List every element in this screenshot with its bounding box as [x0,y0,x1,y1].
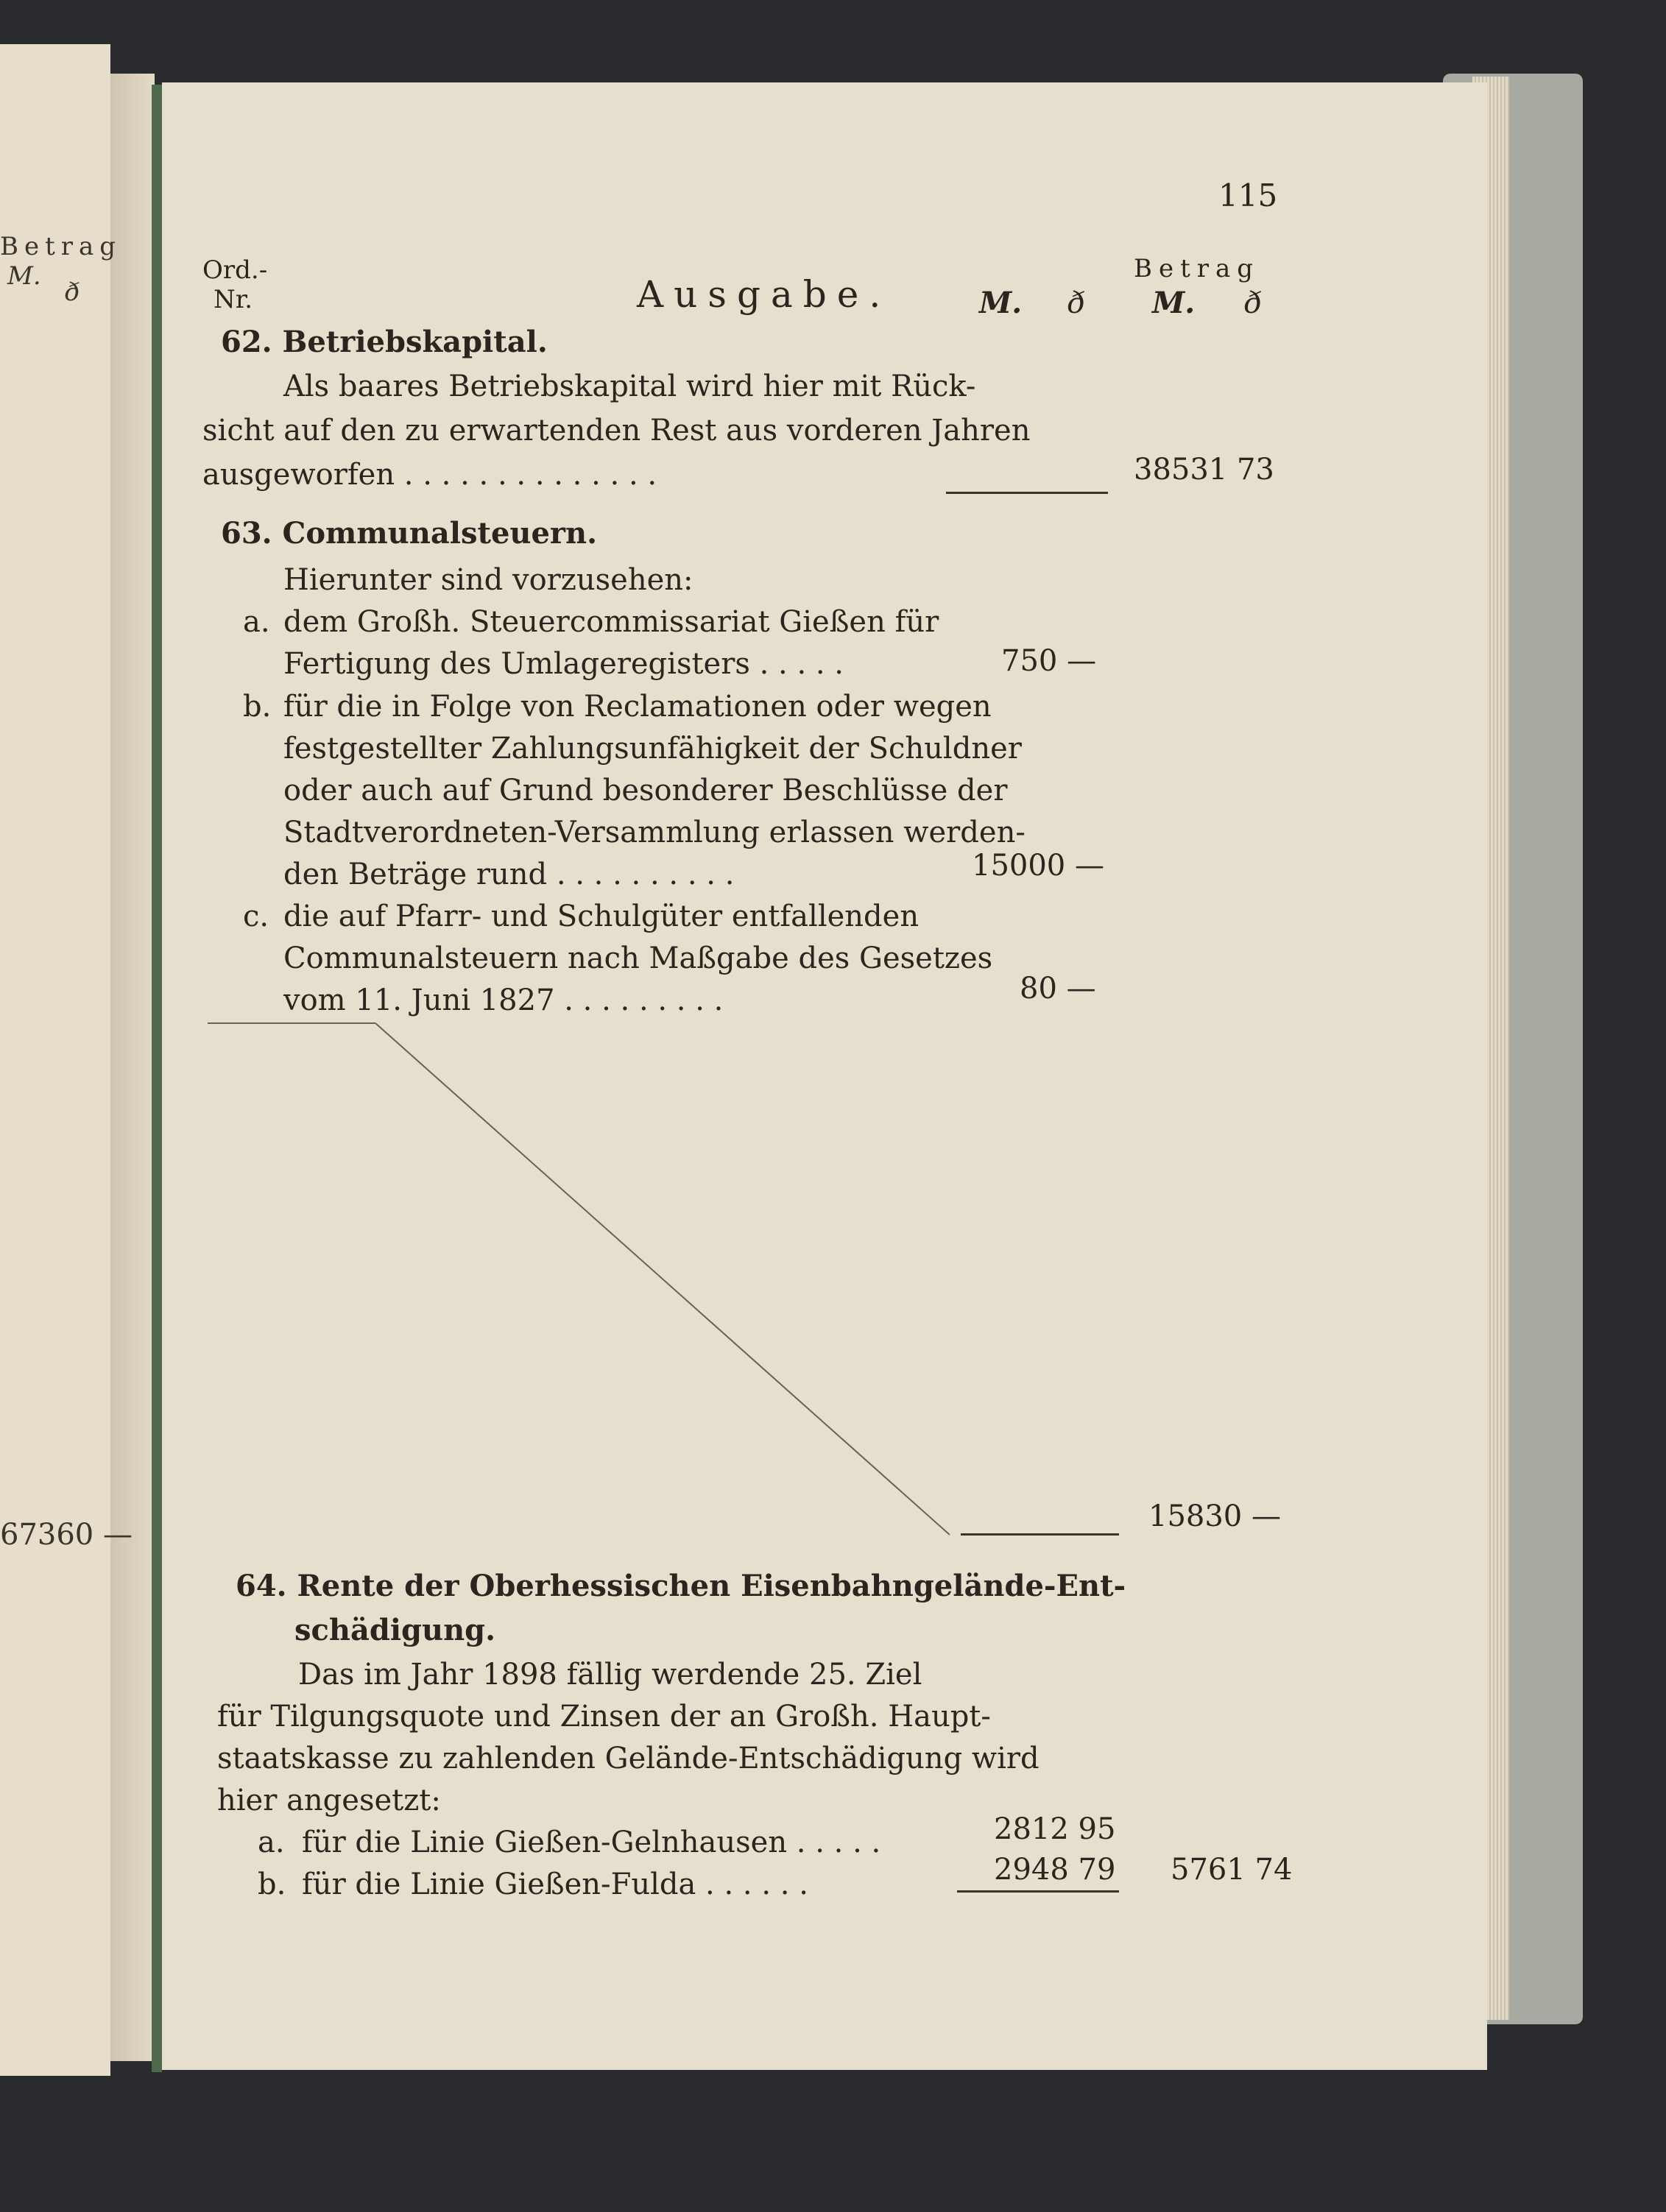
section-63-total: 15830 — [1148,1499,1281,1533]
item-64a-amount: 2812 95 [994,1812,1116,1846]
section-63-heading: 63. Communalsteuern. [221,516,598,551]
section-64-heading-2: schädigung. [294,1613,496,1647]
item-64b-amount: 2948 79 [994,1853,1116,1887]
section-64-total: 5761 74 [1171,1853,1293,1887]
section-64-line-1: Das im Jahr 1898 fällig werdende 25. Ziel [298,1658,922,1692]
item-a-line-2: Fertigung des Umlageregisters . . . . . [283,647,844,681]
section-62-heading: 62. Betriebskapital. [221,325,548,359]
item-b-line-4: Stadtverordneten-Versammlung erlassen werden- [283,816,1026,849]
section-63-rule [961,1533,1119,1536]
item-c-line-2: Communalsteuern nach Maßgabe des Gesetzes [283,941,993,975]
item-c-line-3: vom 11. Juni 1827 . . . . . . . . . [283,983,724,1017]
item-b-line-5: den Beträge rund . . . . . . . . . . [283,858,735,891]
item-b-amount: 15000 — [972,849,1104,883]
page-title: Ausgabe. [637,273,892,316]
item-a-label: a. [243,605,270,639]
section-62-line-3: ausgeworfen . . . . . . . . . . . . . . [202,458,657,492]
item-b-line-2: festgestellter Zahlungsunfähigkeit der Schuldner [283,732,1022,766]
page-number: 115 [1218,177,1278,213]
item-b-label: b. [243,690,272,724]
pfennig-total-column-label: ð [1244,286,1263,320]
section-64-heading-1: 64. Rente der Oberhessischen Eisenbahngelände-Ent- [236,1569,1126,1603]
mark-total-column-label: M. [1152,286,1196,320]
item-c-line-1: die auf Pfarr- und Schulgüter entfallenden [283,900,920,933]
pfennig-column-label: ð [1067,286,1086,320]
item-64a-label: a. [258,1826,285,1859]
section-64-rule [957,1890,1119,1893]
ord-nr-label-2: Nr. [213,285,253,314]
item-64b-line: für die Linie Gießen-Fulda . . . . . . [302,1868,808,1901]
left-pf-label: ð [65,278,80,307]
item-c-amount: 80 — [1020,972,1096,1006]
item-c-label: c. [243,900,269,933]
item-64a-line: für die Linie Gießen-Gelnhausen . . . . . [302,1826,881,1859]
item-a-line-1: dem Großh. Steuercommissariat Gießen für [283,605,939,639]
mark-column-label: M. [979,286,1023,320]
item-64b-label: b. [258,1868,286,1901]
left-amount: 67360 — [0,1518,133,1552]
section-62-line-2: sicht auf den zu erwartenden Rest aus vorderen Jahren [202,414,1031,448]
section-62-total: 38531 73 [1134,453,1274,487]
section-64-line-4: hier angesetzt: [217,1784,441,1817]
left-mark-label: M. [7,261,41,291]
ord-nr-label-1: Ord.- [202,255,268,285]
left-betrag-label: Betrag [0,232,122,261]
section-64-line-3: staatskasse zu zahlenden Gelände-Entschädigung wird [217,1742,1040,1775]
item-b-line-1: für die in Folge von Reclamationen oder wegen [283,690,992,724]
item-a-amount: 750 — [1001,644,1097,678]
section-63-intro: Hierunter sind vorzusehen: [283,563,693,597]
section-64-line-2: für Tilgungsquote und Zinsen der an Großh. Haupt- [217,1700,991,1734]
item-b-line-3: oder auch auf Grund besonderer Beschlüsse der [283,774,1008,808]
section-62-line-1: Als baares Betriebskapital wird hier mit Rück- [283,370,976,403]
betrag-label: Betrag [1134,254,1260,283]
